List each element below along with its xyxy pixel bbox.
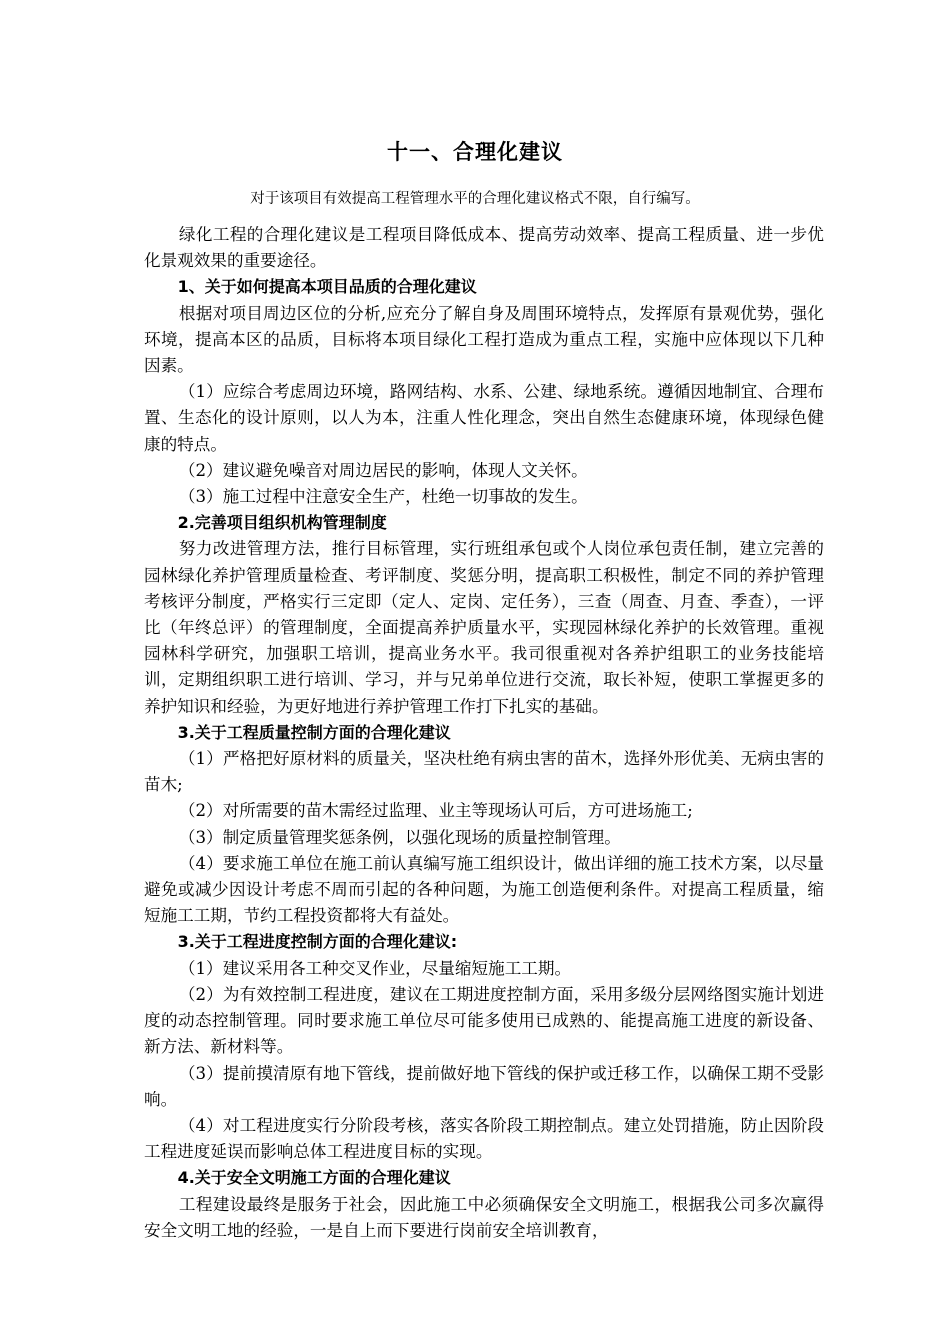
section-heading: 1、关于如何提高本项目品质的合理化建议: [177, 277, 477, 297]
paragraph: 根据对项目周边区位的分析,应充分了解自身及周围环境特点，发挥原有景观优势，强化环境，提高本区的品质，目标将本项目绿化工程打造成为重点工程，实施中应体现以下几种因素。: [144, 303, 824, 376]
paragraph: （4）对工程进度实行分阶段考核，落实各阶段工期控制点。建立处罚措施，防止因阶段工程进度延误而影响总体工程进度目标的实现。: [144, 1115, 824, 1162]
document-body: [144, 222, 824, 1244]
section-heading: 3.关于工程质量控制方面的合理化建议: [177, 722, 451, 742]
paragraph: 努力改进管理方法，推行目标管理，实行班组承包或个人岗位承包责任制，建立完善的园林绿化养护管理质量检查、考评制度、奖惩分明，提高职工积极性，制定不同的养护管理考核评分制度，严格实行三定即（定人、定岗、定任务），三查（周查、月查、季查），一评比（年终总评）的管理制度，全面提高养护质量水平，实现园林绿化养护的长效管理。重视园林科学研究，加强职工培训，提高业务水平。我司很重视对各养护组职工的业务技能培训，定期组织职工进行培训、学习，并与兄弟单位进行交流，取长补短，使职工掌握更多的养护知识和经验，为更好地进行养护管理工作打下扎实的基础。: [144, 539, 824, 716]
paragraph: （2）为有效控制工程进度，建议在工期进度控制方面，采用多级分层网络图实施计划进度的动态控制管理。同时要求施工单位尽可能多使用已成熟的、能提高施工进度的新设备、新方法、新材料等。: [144, 984, 824, 1057]
paragraph: （3）制定质量管理奖惩条例，以强化现场的质量控制管理。: [178, 827, 621, 847]
paragraph: （3）提前摸清原有地下管线，提前做好地下管线的保护或迁移工作，以确保工期不受影响。: [144, 1063, 824, 1109]
paragraph: （4）要求施工单位在施工前认真编写施工组织设计，做出详细的施工技术方案，以尽量避免或减少因设计考虑不周而引起的各种问题，为施工创造便利条件。对提高工程质量，缩短施工工期，节约工程投资都将大有益处。: [144, 853, 824, 926]
paragraph: （3）施工过程中注意安全生产，杜绝一切事故的发生。: [178, 487, 588, 507]
paragraph: （1）建议采用各工种交叉作业，尽量缩短施工工期。: [178, 958, 572, 978]
instruction-note: 对于该项目有效提高工程管理水平的合理化建议格式不限，自行编写。: [250, 191, 700, 207]
paragraph: （2）对所需要的苗木需经过监理、业主等现场认可后，方可进场施工;: [178, 801, 693, 821]
section-heading: 2.完善项目组织机构管理制度: [177, 513, 387, 533]
page-title: 十一、合理化建议: [387, 140, 563, 164]
section-heading: 4.关于安全文明施工方面的合理化建议: [177, 1168, 451, 1188]
paragraph: 工程建设最终是服务于社会，因此施工中必须确保安全文明施工，根据我公司多次赢得安全文明工地的经验，一是自上而下要进行岗前安全培训教育，: [144, 1194, 824, 1240]
paragraph: （2）建议避免噪音对周边居民的影响，体现人文关怀。: [178, 460, 588, 480]
paragraph: 绿化工程的合理化建议是工程项目降低成本、提高劳动效率、提高工程质量、进一步优化景观效果的重要途径。: [144, 225, 824, 271]
section-heading: 3.关于工程进度控制方面的合理化建议:: [177, 932, 458, 952]
paragraph: （1）严格把好原材料的质量关，坚决杜绝有病虫害的苗木，选择外形优美、无病虫害的苗木;: [144, 749, 824, 795]
paragraph: （1）应综合考虑周边环境，路网结构、水系、公建、绿地系统。遵循因地制宜、合理布置、生态化的设计原则，以人为本，注重人性化理念，突出自然生态健康环境，体现绿色健康的特点。: [144, 382, 824, 454]
